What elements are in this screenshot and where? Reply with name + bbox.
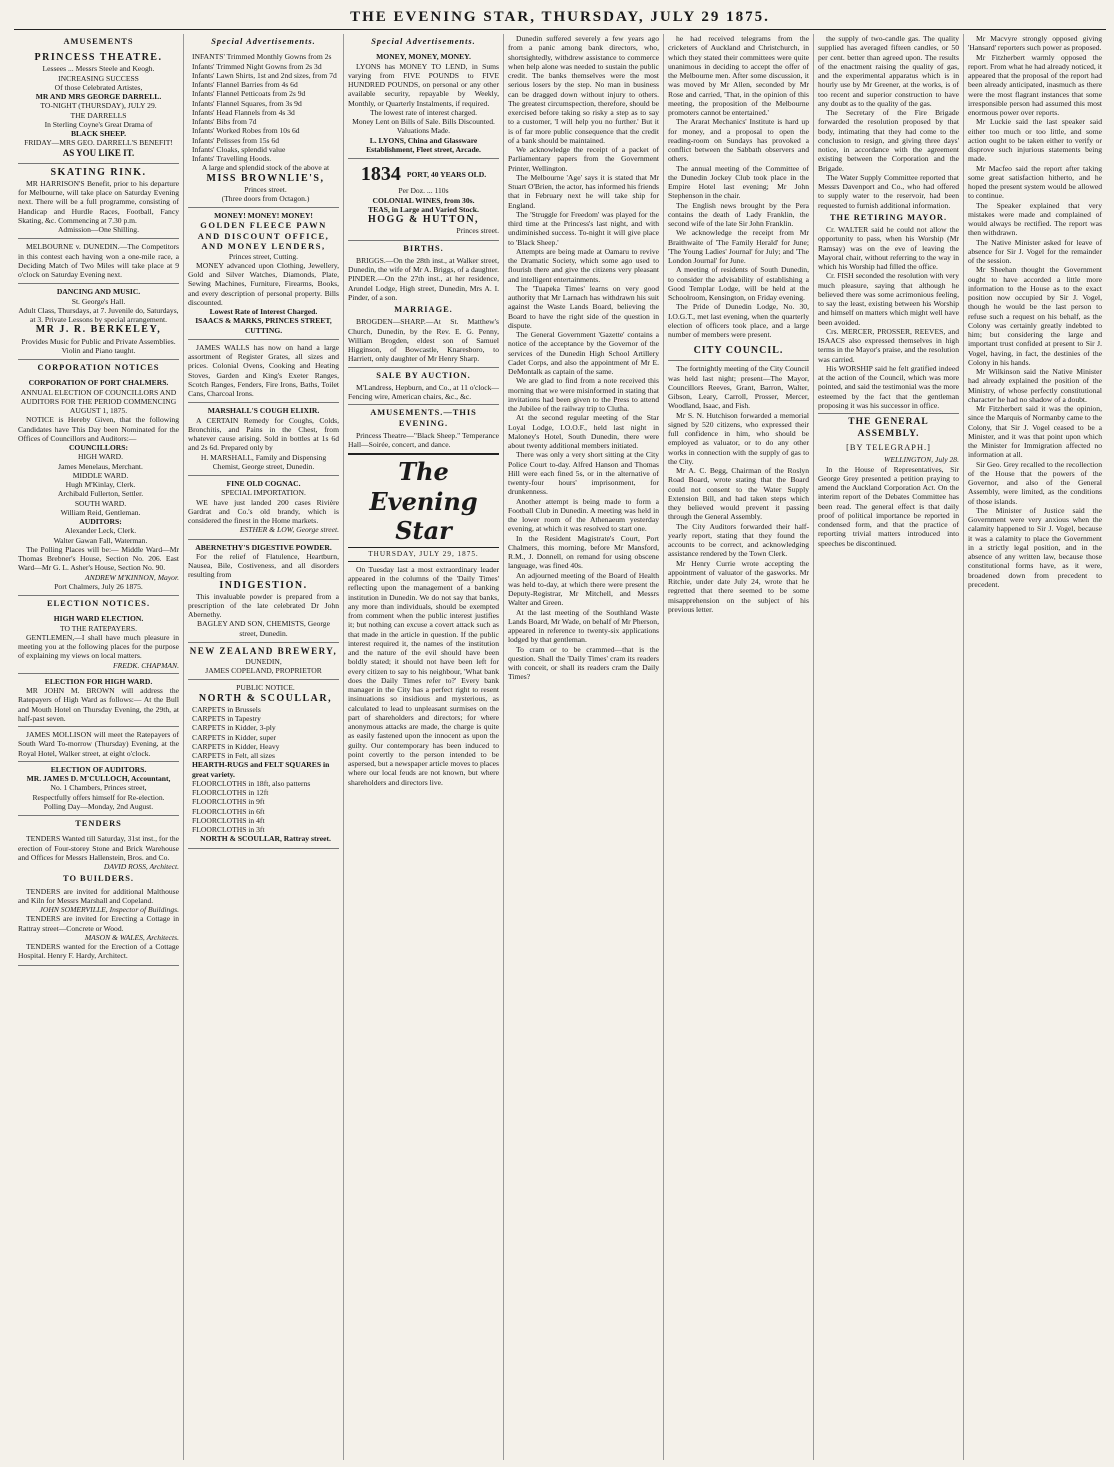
news-paragraph: There was only a very short sitting at the City Police Court to-day. Alfred Hanson and Thomas Hill were each fined 5s, or in the alternative of twenty-four hours' imprisonment, for drunkenness.	[508, 450, 659, 497]
news-paragraph: The English news brought by the Pera contains the death of Lady Franklin, the second wife of the late Sir John Franklin.	[668, 200, 809, 228]
divider	[18, 673, 179, 674]
brewery-title: NEW ZEALAND BREWERY,	[189, 645, 338, 656]
theatre-line: TO-NIGHT (THURSDAY), JULY 29.	[40, 101, 157, 111]
council-paragraph: the supply of two-candle gas. The quality supplied has averaged fifteen candles, or 50 per cent. better than agreed upon. The results of the enactment raising the quality of gas, and the experimental apparatus which is in hourly use by Mr Greener, at the works, is of too recent and superior construction to have any doubt as to the quality of the gas.	[818, 34, 959, 108]
tenders-heading: TENDERS	[75, 819, 122, 829]
dateline: THURSDAY, JULY 29, 1875.	[348, 550, 499, 562]
ward-line: William Reid, Gentleman.	[60, 507, 141, 517]
assembly-paragraph: Mr Macvyre strongly opposed giving 'Hansard' reporters such power as proposed.	[968, 34, 1102, 53]
news-paragraph: The Pride of Dunedin Lodge, No. 30, I.O.G.T., met last evening, when the quarterly election of officers took place, and a large number of members were present.	[668, 302, 809, 339]
election-ad	[18, 611, 179, 816]
theatre-ad	[18, 49, 179, 163]
elixir-name: H. MARSHALL, Family and Dispensing Chemist, George street, Dunedin.	[200, 452, 327, 471]
rink-ad	[18, 164, 179, 240]
walls-ad	[188, 340, 339, 404]
carpet-item: CARPETS in Kidder, super	[192, 732, 277, 742]
newspaper-page	[14, 8, 1106, 1460]
carpet-item: CARPETS in Brussels	[192, 704, 261, 714]
corporation-heading: CORPORATION NOTICES	[37, 363, 160, 373]
council-paragraph: The fortnightly meeting of the City Council was held last night; present—The Mayor, Councillors Reeves, Grant, Barron, Walter, Gibson, Leary, Carroll, Prosser, Mercer, Woodland, Isaac, and Fish.	[668, 364, 809, 411]
infants-item: Infants' Pelisses from 15s 6d	[192, 135, 280, 145]
dancing-text: Adult Class, Thursdays, at 7. Juvenile do, Saturdays, at 3. Private Lessons by special arrangement.	[18, 305, 179, 325]
tender-signed: JOHN SOMERVILLE, Inspector of Buildings.	[39, 905, 179, 915]
council-paragraph: Crs. MERCER, PROSSER, REEVES, and ISAACS also expressed themselves in high terms in the Mayor's praise, and the resolution was carried.	[818, 326, 959, 364]
rink-admission: Admission—One Shilling.	[57, 225, 139, 235]
corp-councillors: COUNCILLORS:	[68, 443, 129, 453]
election-title2: ELECTION FOR HIGH WARD.	[44, 676, 153, 686]
elixir-text: A CERTAIN Remedy for Coughs, Colds, Bronchitis, and Pains in the Chest, from whatever cause arising. Sold in bottles at 1s 6d and 2s 6d. Prepared only by	[188, 415, 339, 453]
theatre-lessees: Lessees ... Messrs Steele and Keogh.	[42, 64, 155, 74]
election-name: MR. JAMES D. M'CULLOCH, Accountant,	[26, 774, 171, 784]
assembly-paragraph: Sir Geo. Grey recalled to the recollection of the House that the powers of the Governor, and also of the General Assembly, were limited, as the conditions of those islands.	[968, 459, 1102, 506]
infants-foot: A large and splendid stock of the above at	[201, 163, 330, 173]
corp-text: NOTICE is Hereby Given, that the following Candidates have This Day been Nominated for the Offices of Councillors and Auditors:—	[18, 415, 179, 443]
carpets-head: PUBLIC NOTICE.	[236, 683, 295, 693]
divider	[18, 761, 179, 762]
election-text3: JAMES MOLLISON will meet the Ratepayers of South Ward To-morrow (Thursday) Evening, at the Royal Hotel, Walker street, at eight o'clock.	[18, 730, 179, 758]
lyons-text: LYONS has MONEY TO LEND, in Sums varying from FIVE POUNDS to FIVE HUNDRED POUNDS, on personal or any other available security, repayable by Weekly, Monthly, or Quarterly Instalments, if required.	[348, 61, 499, 108]
special-ads-heading-2: Special Advertisements.	[371, 37, 476, 46]
column-2	[184, 34, 344, 1460]
carpet-item: HEARTH-RUGS and FELT SQUARES in great variety.	[192, 760, 330, 779]
news-paragraph: At the second regular meeting of the Star Loyal Lodge, I.O.O.F., held last night in Maloney's Hotel, South Dunedin, there were about twenty additional members initiated.	[508, 413, 659, 450]
walls-text: JAMES WALLS has now on hand a large assortment of Register Grates, all sizes and prices. Colonial Ovens, Cooking and Heating Stoves, Garden and King's Exeter Ranges, Scotch Ranges, Fenders, Fire Irons, Baths, Toilet Cans, Charcoal Irons.	[188, 342, 339, 399]
council-paragraph: Cr. WALTER said he could not allow the opportunity to pass, when his Worship (Mr Ramsay) was on the eve of leaving the Mayoral chair, without referring to the way in which his Worship had filled the office.	[818, 225, 959, 271]
news-paragraph: The General Government 'Gazette' contains a notice of the acceptance by the Governor of the services of the Dunedin High School Artillery Cadet Corps, and also the appointment of Mr E. DeMontalk as captain of the same.	[508, 330, 659, 376]
assembly-paragraph: Mr Macfeo said the report after taking some great satisfaction hitherto, and he hoped the present system would be allowed to continue.	[968, 163, 1102, 201]
assembly-paragraph: Mr Wilkinson said the Native Minister had already explained the position of the Ministry, of whose perfectly constitutional character he had no shadow of a doubt.	[968, 367, 1102, 404]
news-paragraph: Attempts are being made at Oamaru to revive the Dramatic Society, which some ago used to flourish there and give the citizens very pleasant and intelligent entertainments.	[508, 246, 659, 284]
column-4	[504, 34, 664, 1460]
council-paragraph: The Water Supply Committee reported that Messrs Davenport and Co., who had offered to supply water to the reservoir, had been requested to furnish additional information.	[818, 172, 959, 210]
assembly-date: WELLINGTON, July 28.	[884, 455, 959, 465]
cognac-ad	[188, 476, 339, 540]
ward-line: Alexander Leck, Clerk.	[64, 526, 137, 536]
editorial-text: On Tuesday last a most extraordinary leader appeared in the columns of the 'Daily Times' reflecting upon the management of a banking institution in Dunedin. We do not say that banks, any more than individuals, should be exempted from comment when the public interest justifies it; but nothing can excuse a covert attack such as that made in the article in question. If the public interest required it, the names of the institution and the nature of the evil should have been boldly stated; it should not have been left for every citizen to say to his neighbour, 'What bank does the Daily Times refer to?' Every bank manager in the City has a perfect right to resent insinuations so insidious and mysterious, as calculated to lead to unpleasant surmises on the part of shareholders and directors; for where anonymous attacks are made, the charge is quite as easily fastened upon the innocent as upon the guilty. Our contemporary has been induced to point covertly to the person intended to be aspersed, but a newspaper article moves to places where our local feuds are not known, but where shareholders and directors live.	[348, 564, 499, 787]
births-text: BRIGGS.—On the 28th inst., at Walker street, Dunedin, the wife of Mr A. Briggs, of a daughter. PINDER.—On the 27th inst., at her residence, Arundel Lodge, High street, Dunedin, Mrs A. I. Pinder, of a son.	[348, 255, 499, 302]
tender-signed: MASON & WALES, Architects.	[84, 932, 179, 942]
news-paragraph: We acknowledge the receipt of a packet of Parliamentary papers from the Government Printer, Wellington.	[508, 145, 659, 173]
abernethy-signed: BAGLEY AND SON, CHEMISTS, George street, Dunedin.	[197, 619, 330, 638]
tender-text: TENDERS wanted for the Erection of a Cottage Hospital. Henry F. Hardy, Architect.	[18, 942, 179, 961]
dancing-text2: Provides Music for Public and Private Assemblies. Violin and Piano taught.	[21, 336, 176, 355]
assembly-paragraph: The Native Minister asked for leave of absence for Sir J. Vogel for the remainder of the session.	[968, 237, 1102, 265]
dancing-venue: St. George's Hall.	[71, 296, 126, 306]
tender-heading: TO BUILDERS.	[63, 874, 134, 884]
news-paragraph: An adjourned meeting of the Board of Health was held to-day, at which there were present the Deputy-Registrar, Mr Mitchell, and Messrs Walter and Green.	[508, 570, 659, 608]
ward-line: MIDDLE WARD.	[72, 470, 129, 480]
council-paragraph: His WORSHIP said he felt gratified indeed at the action of the Council, which was more pointed, and said the testimonial was the more esteemed by the fact that the gentleman proposing it was his successor in office.	[818, 363, 959, 410]
infants-ad	[188, 49, 339, 208]
news-paragraph: In the Resident Magistrate's Court, Port Chalmers, this morning, before Mr Mansford, R.M., J. Donnell, on remand for using obscene language, was fined 40s.	[508, 533, 659, 571]
city-council-heading: CITY COUNCIL.	[693, 345, 784, 357]
ward-line: Hugh M'Kinlay, Clerk.	[65, 480, 136, 490]
election-addr: No. 1 Chambers, Princes street,	[50, 783, 147, 793]
brewery-place: DUNEDIN,	[245, 656, 282, 666]
money-text: MONEY advanced upon Clothing, Jewellery, Gold and Silver Watches, Diamonds, Plate, Sewing Machines, Furniture, Firearms, Books, and every description of personal property. Bills discounted.	[188, 260, 339, 307]
tender-text: TENDERS Wanted till Saturday, 31st inst., for the erection of Four-storey Stone and Brick Warehouse and Offices for Messrs Hallenstein, Bros. and Co.	[18, 834, 179, 862]
infants-shop: MISS BROWNLIE'S,	[206, 172, 325, 184]
council-paragraph: Cr. FISH seconded the resolution with very much pleasure, saying that although he believed there was some acrimonious feeling, to say the least, existing between his Worship and himself on matters which might well have been avoided.	[818, 271, 959, 327]
council-paragraph: Mr A. C. Begg, Chairman of the Roslyn Road Board, wrote stating that the Board could not consent to the Water Supply Extension Bill, and had taken steps which they believed would prevent it passing through the General Assembly.	[668, 466, 809, 522]
cognac-signed: ESTHER & LOW, George street.	[239, 525, 339, 535]
abernethy-head: ABERNETHY'S DIGESTIVE POWDER.	[195, 542, 332, 552]
carpet-item: CARPETS in Kidder, Heavy	[192, 741, 280, 751]
corporation-ad	[18, 375, 179, 596]
corp-date: Port Chalmers, July 26 1875.	[54, 581, 143, 591]
infants-item: Infants' Travelling Hoods.	[192, 154, 272, 163]
corp-signed: ANDREW M'KINNON, Mayor.	[84, 572, 179, 582]
marriage-text: BROGDEN—SHARP.—At St. Matthew's Church, Dunedin, by the Rev. E. G. Penny, William Brogden, eldest son of Samuel Higginson, of Bowcastle, Knaresboro, to Harriett, only daughter of Mr Henry Sharp.	[348, 317, 499, 364]
indigestion-label: INDIGESTION.	[219, 579, 308, 591]
infants-item: Infants' Lawn Shirts, 1st and 2nd sizes, from 7d	[192, 70, 337, 80]
carpet-item: FLOORCLOTHS in 18ft, also patterns	[192, 778, 311, 788]
tender-text: TENDERS are invited for Erecting a Cottage in Rattray street—Concrete or Wood.	[18, 914, 179, 933]
sale-heading: SALE BY AUCTION.	[376, 370, 471, 380]
abernethy-text: For the relief of Flatulence, Heartburn, Nausea, Bile, Costiveness, and all disorders resulting from	[188, 551, 339, 580]
tenders-ad	[18, 831, 179, 965]
column-6	[814, 34, 964, 1460]
election-text: GENTLEMEN,—I shall have much pleasure in meeting you at the following places for the purpose of explaining my views on local matters.	[18, 632, 179, 661]
infants-item: INFANTS' Trimmed Monthly Gowns from 2s	[192, 52, 332, 62]
cognac-text: WE have just landed 200 cases Rivière Gardrat and Co.'s old brandy, which is considered the finest in the Home markets.	[188, 497, 339, 526]
news-paragraph: A meeting of residents of South Dunedin, to consider the advisability of establishing a Good Templar Lodge, will be held at the Schoolroom, Kensington, on Friday evening.	[668, 265, 809, 302]
masthead: THE EVENING STAR, THURSDAY, JULY 29 1875.	[14, 8, 1106, 30]
ward-line: James Menelaus, Merchant.	[58, 461, 143, 471]
news-paragraph: The Melbourne 'Age' says it is stated that Mr Stuart O'Brien, the actor, has informed his friends that in February next he will take ship for England.	[508, 172, 660, 210]
elixir-head: MARSHALL'S COUGH ELIXIR.	[207, 406, 320, 416]
retiring-mayor-heading: THE RETIRING MAYOR.	[829, 212, 948, 222]
theatre-line: INCREASING SUCCESS	[58, 73, 139, 83]
sale-text: M'Landress, Hepburn, and Co., at 11 o'clock—Fencing wire, American chairs, &c., &c.	[348, 382, 499, 402]
carpets-ad	[188, 680, 339, 848]
amusements-tonight-heading: AMUSEMENTS.—THIS EVENING.	[370, 408, 477, 428]
lyons-title: MONEY, MONEY, MONEY.	[376, 52, 471, 62]
marriage-heading: MARRIAGE.	[394, 305, 453, 315]
lyons-ad	[348, 49, 499, 159]
money-addr: Princes street, Cutting.	[228, 251, 299, 261]
news-paragraph: We acknowledge the receipt from Mr Braithwaite of 'The Family Herald' for June; 'The Young Ladies' Journal' for July; and 'The London Journal' for June.	[668, 228, 809, 265]
election-sub: TO THE RATEPAYERS.	[59, 623, 137, 633]
corp-sub: ANNUAL ELECTION OF COUNCILLORS AND AUDITORS FOR THE PERIOD COMMENCING AUGUST 1, 1875.	[20, 387, 177, 416]
money-title: GOLDEN FLEECE PAWN AND DISCOUNT OFFICE, AND MONEY LENDERS,	[197, 220, 330, 252]
carpet-item: CARPETS in Kidder, 3-ply	[192, 723, 276, 733]
port-title: PORT, 40 YEARS OLD.	[406, 169, 487, 179]
news-paragraph: The Ararat Mechanics' Institute is hard up for money, and a proposal to open the reading-room on Sundays has provoked a conflict between the Sabbath observers and others.	[668, 117, 809, 164]
news-paragraph: The 'Tuapeka Times' learns on very good authority that Mr Larnach has withdrawn his suit against the Waste Lands Board, believing the Board to have the right side of the question in dispute.	[508, 283, 659, 330]
carpet-item: FLOORCLOTHS in 4ft	[192, 815, 265, 825]
election-title: HIGH WARD ELECTION.	[53, 614, 144, 624]
columns	[14, 34, 1106, 1460]
carpet-item: CARPETS in Felt, all sizes	[192, 751, 275, 761]
theatre-line: THE DARRELLS	[70, 110, 127, 120]
carpets-signed: NORTH & SCOULLAR, Rattray street.	[200, 834, 331, 844]
infants-item: Infants' Head Flannels from 4s 3d	[192, 107, 295, 117]
abernethy-ad	[188, 540, 339, 643]
rink-text: MR HARRISON'S Benefit, prior to his departure for Melbourne, will take place on Saturday Evening next. There will be a full programme, consisting of Handicap and Hurdle Races, Football, Fancy Skating, &c. Commencing at 7.30 p.m.	[18, 178, 179, 225]
general-assembly-heading: THE GENERAL ASSEMBLY.	[848, 417, 929, 439]
theatre-line: Of those Celebrated Artistes,	[54, 82, 143, 92]
assembly-paragraph: Mr Luckie said the last speaker said either too much or too little, and some action ought to be taken either to verify or disprove such injurious statements being made.	[968, 117, 1102, 164]
carpets-name: NORTH & SCOULLAR,	[198, 692, 333, 704]
infants-item: Infants' Flannel Petticoats from 2s 9d	[192, 89, 306, 99]
lyons-note2: Money Lent on Bills of Sale. Bills Discounted. Valuations Made.	[352, 117, 495, 136]
theatre-title: PRINCESS THEATRE.	[34, 52, 163, 64]
assembly-paragraph: In the House of Representatives, Sir George Grey presented a petition praying to amend the Auckland Corporation Act. On the interim report of the Debates Committee has been read. The general effect is that daily proof of political importance be reported in condensed form, and that the practice of reporting trivial matters introduced into speeches be discontinued.	[818, 464, 959, 548]
match-text: MELBOURNE v. DUNEDIN.—The Competitors in this contest each having won a one-mile race, a Deciding Match of Two Miles will take place at 9 o'clock on Saturday Evening next.	[18, 242, 179, 280]
divider	[818, 413, 959, 414]
wines-head: COLONIAL WINES, from 30s.	[372, 195, 475, 205]
news-paragraph: We are glad to find from a note received this morning that we were misinformed in stating that invitations had been given to the Press to attend the Jubilee of the railway trip to Clutha.	[508, 376, 659, 413]
news-paragraph: Dunedin suffered severely a few years ago from a panic among bank directors, who, shortsightedly, withdrew assistance to commerce when help alone was needed to sustain the public credit. The banks themselves were the most serious losers by the step. No man in business can be dragged down without injury to others. The greatest circumspection, therefore, should be exercised before taking so risky a step as to say to a customer, 'I will help you no further.' But it is of far more public consequence that the credit of a bank should be maintained.	[508, 34, 659, 145]
ward-line: HIGH WARD.	[78, 452, 123, 462]
hogg-name: HOGG & HUTTON,	[367, 214, 480, 226]
hogg-ad	[348, 159, 499, 241]
ward-line: Walter Gawan Fall, Waterman.	[53, 535, 148, 545]
infants-item: Infants' Cloaks, splendid value	[192, 144, 286, 154]
dancing-ad	[18, 284, 179, 360]
corp-title: CORPORATION OF PORT CHALMERS.	[28, 378, 169, 388]
election-text4: Respectfully offers himself for Re-election.	[32, 792, 165, 802]
news-paragraph: The annual meeting of the Committee of the Dunedin Jockey Club took place in the Empire Hotel last evening; Mr John Stephenson in the chair.	[668, 163, 809, 201]
carpet-item: FLOORCLOTHS in 3ft	[192, 825, 265, 835]
ward-line: Archibald Fullerton, Settler.	[57, 489, 144, 499]
port-price: Per Doz. ... 110s	[398, 186, 449, 196]
newspaper-nameplate: The Evening Star	[348, 453, 499, 548]
teas-head: TEAS, in Large and Varied Stock.	[368, 204, 479, 214]
divider	[668, 360, 809, 361]
infants-addr: Princes street.	[244, 184, 287, 194]
births-heading: BIRTHS.	[403, 243, 444, 253]
news-paragraph: The 'Struggle for Freedom' was played for the third time at the Princess's last night, and with undiminished success. To-night it will give place to 'Black Sheep.'	[508, 209, 659, 247]
lyons-addr: L. LYONS, China and Glassware Establishment, Fleet street, Arcade.	[366, 135, 481, 154]
money-note: Lowest Rate of Interest Charged.	[209, 307, 318, 317]
tender-text: TENDERS are invited for additional Malthouse and Kiln for Messrs Marshall and Copeland.	[18, 886, 179, 905]
divider	[348, 404, 499, 405]
abernethy-text2: This invaluable powder is prepared from a prescription of the late celebrated Dr John Abernethy.	[188, 591, 339, 620]
council-paragraph: The Secretary of the Fire Brigade forwarded the resolution proposed by that body, intimating that they had come to the conclusion to resign, and giving three days' notice, in accordance with the agreement existing between the Corporation and the Brigade.	[818, 108, 959, 173]
dancing-name: MR J. R. BERKELEY,	[35, 324, 162, 336]
theatre-line: AS YOU LIKE IT.	[62, 147, 135, 158]
election-heading: ELECTION NOTICES.	[46, 599, 151, 609]
election-polling: Polling Day—Monday, 2nd August.	[43, 801, 154, 811]
corp-text2: The Polling Places will be:— Middle Ward—Mr Thomas Brebner's House, Section No. 206. East Ward—Mr G. L. Asher's House, Section No. 90.	[18, 544, 179, 573]
divider	[348, 367, 499, 368]
lyons-note: The lowest rate of interest charged.	[370, 107, 477, 117]
carpet-item: FLOORCLOTHS in 6ft	[192, 806, 265, 816]
council-paragraph: Mr Henry Currie wrote accepting the appointment of valuator of the gasworks. Mr Ritchie, under date July 24, wrote that he regretted that there seemed to be some misapprehension on the subject of his previous letter.	[668, 558, 809, 614]
carpet-item: CARPETS in Tapestry	[192, 714, 261, 724]
assembly-paragraph: Mr Fitzherbert warmly opposed the report. From what he had already noticed, it appeared that the proposal of the report had been already anticipated, inasmuch as there were the most flagrant instances that some irresponsible person had assumed this most enormous power over reports.	[968, 52, 1102, 117]
money-addr2: ISAACS & MARKS, PRINCES STREET, CUTTING.	[195, 316, 332, 335]
theatre-line: FRIDAY—MRS GEO. DARRELL'S BENEFIT!	[24, 138, 173, 148]
news-paragraph: To cram or to be crammed—that is the question. Shall the 'Daily Times' cram its readers with conceit, or shall its readers cram the Daily Times?	[508, 644, 659, 682]
council-paragraph: The City Auditors forwarded their half-yearly report, stating that they found the accounts to be correct, and acknowledging assistance rendered by the Town Clerk.	[668, 521, 809, 559]
theatre-line: MR AND MRS GEORGE DARRELL.	[35, 92, 162, 102]
divider	[18, 726, 179, 727]
ward-line: AUDITORS:	[79, 517, 122, 527]
election-title3: ELECTION OF AUDITORS.	[50, 764, 147, 774]
column-1	[14, 34, 184, 1460]
infants-item: Infants' Bibs from 7d	[192, 117, 257, 126]
column-7	[964, 34, 1106, 1460]
assembly-sub: [BY TELEGRAPH.]	[846, 443, 931, 453]
tender-signed: DAVID ROSS, Architect.	[103, 862, 179, 872]
assembly-paragraph: The Speaker explained that very mistakes were made and complained of would always be rectified. The report was then withdrawn.	[968, 200, 1102, 238]
rink-title: SKATING RINK.	[50, 166, 147, 178]
carpet-item: FLOORCLOTHS in 9ft	[192, 797, 265, 807]
infants-item: Infants' Worked Robes from 10s 6d	[192, 126, 300, 136]
cognac-sub: SPECIAL IMPORTATION.	[221, 488, 306, 498]
column-5	[664, 34, 814, 1460]
money-head: MONEY! MONEY! MONEY!	[214, 211, 313, 221]
amusements-tonight-text: Princess Theatre—"Black Sheep." Temperance Hall—Soirée, concert, and dance.	[348, 430, 499, 450]
dancing-title: DANCING AND MUSIC.	[56, 287, 141, 297]
carpet-item: FLOORCLOTHS in 12ft	[192, 788, 269, 798]
hogg-addr: Princes street.	[456, 226, 499, 236]
election-signed: FREDK. CHAPMAN.	[112, 660, 179, 670]
elixir-ad	[188, 403, 339, 476]
assembly-paragraph: The Minister of Justice said the Government were very anxious when the calamity happened to Sir J. Vogel, because it was a calamity to place the Government in a strictly legal position, and in the absence of any written law, because those constitutional forms have, as it were, broadened down from precedent to precedent.	[968, 505, 1102, 589]
infants-item: Infants' Trimmed Night Gowns from 2s 3d	[192, 61, 322, 71]
news-paragraph: At the last meeting of the Southland Waste Lands Board, Mr Wade, on behalf of Mr Pherson, appeared in reference to twenty-six applications lodged by that gentleman.	[508, 607, 659, 645]
assembly-paragraph: Mr Fitzherbert said it was the opinion, since the Marquis of Normanby came to the Colony, that Sir J. Vogel ceased to be a Minister, and it was that point upon which the Minister for Immigration affected no information at all.	[968, 404, 1102, 460]
infants-note: (Three doors from Octagon.)	[221, 193, 310, 203]
theatre-line: BLACK SHEEP.	[70, 129, 126, 139]
amusements-heading: AMUSEMENTS	[63, 37, 134, 46]
infants-item: Infants' Flannel Barries from 4s 6d	[192, 80, 298, 89]
brewery-ad	[188, 643, 339, 680]
theatre-line: In Sterling Coyne's Great Drama of	[44, 119, 153, 129]
ward-line: SOUTH WARD.	[74, 498, 127, 508]
match-ad	[18, 239, 179, 284]
corp-wards	[18, 452, 179, 545]
news-paragraph: Another attempt is being made to form a Football Club in Dunedin. A meeting was held in the lower room of the Athenaeum yesterday evening, at which it was resolved to start one.	[508, 496, 659, 534]
port-year: 1834	[360, 163, 401, 185]
column-3	[344, 34, 504, 1460]
cognac-head: FINE OLD COGNAC.	[226, 479, 301, 489]
news-paragraph: he had received telegrams from the cricketers of Auckland and Christchurch, in which they stated their committees were quite unanimous in deciding to accept the offer of the Melbourne men. After some discussion, it was moved by Mr Allen, seconded by Mr Rose and carried, 'That, in the opinion of this meeting, the proposition of the Melbourne promoters cannot be entertained.'	[668, 34, 809, 117]
special-ads-heading: Special Advertisements.	[211, 37, 316, 46]
election-text2: MR JOHN M. BROWN will address the Ratepayers of High Ward as follows:— At the Bull and Mouth Hotel on Thursday Evening, the 29th, at half-past seven.	[18, 686, 179, 723]
pawn-ad	[188, 208, 339, 340]
infants-item: Infants' Flannel Squares, from 3s 9d	[192, 98, 302, 108]
brewery-prop: JAMES COPELAND, PROPRIETOR	[205, 666, 322, 676]
council-paragraph: Mr S. N. Hutchison forwarded a memorial signed by 520 citizens, who expressed their full confidence in him, who should be employed as valuator, or to do any other works in connection with the supply of gas to the City.	[668, 410, 809, 466]
assembly-paragraph: Mr Sheehan thought the Government ought to have accorded a little more information to the House as to the exact position now occupied by Sir J. Vogel, though he would be the last person to refuse such a request on his behalf, as the Colony was certainly greatly indebted to him; but considering the large and important trust confided at present to Sir J. Vogel, having, in fact, the destinies of the Colony in his hands.	[968, 265, 1102, 367]
